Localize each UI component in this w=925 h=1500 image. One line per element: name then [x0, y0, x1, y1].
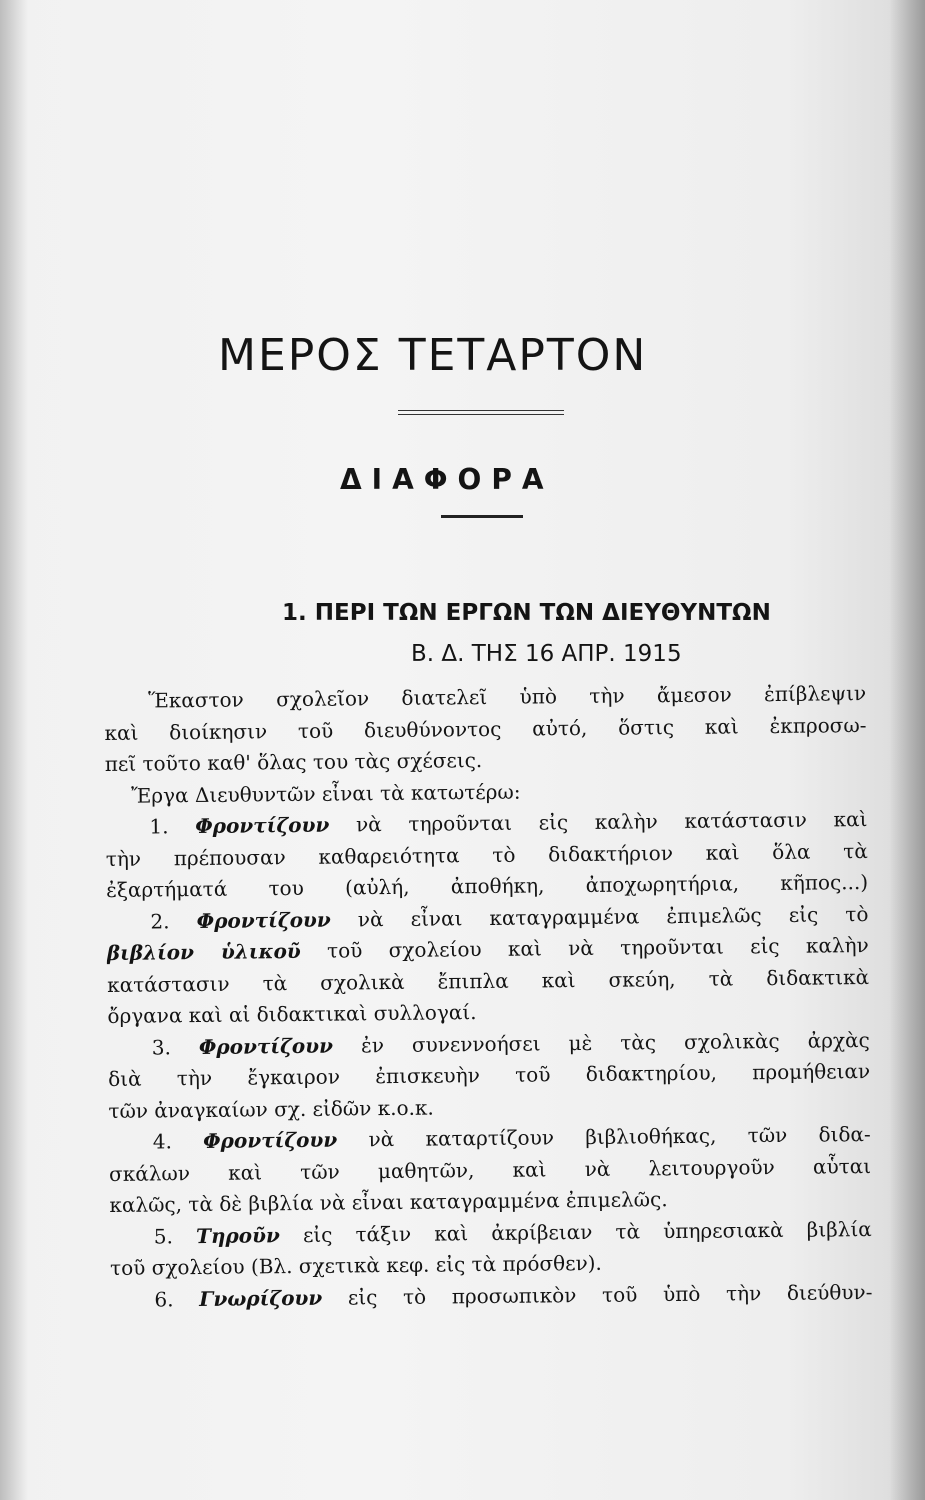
- body-text: [104, 678, 873, 1316]
- duty-text: νὰ εἶναι καταγραμμένα ἐπιμελῶς εἰς τὸ: [357, 901, 869, 931]
- duty-text: νὰ τηροῦνται εἰς καλὴν κατάστασιν καὶ: [355, 807, 868, 837]
- section-title: ΔΙΑΦΟΡΑ: [340, 463, 554, 496]
- duty-3-line-3: τῶν ἀναγκαίων σχ. εἰδῶν κ.ο.κ.: [108, 1095, 434, 1123]
- duty-verb: Γνωρίζουν: [199, 1285, 323, 1311]
- intro-line: καὶ διοίκησιν τοῦ διευθύνοντος αὐτό, ὅστις καὶ ἐκπροσω-: [104, 712, 867, 745]
- duty-text: εἰς τὸ προσωπικὸν τοῦ ὑπὸ τὴν διεύθυν-: [347, 1279, 873, 1309]
- double-divider: [398, 410, 564, 415]
- chapter-title: 1. ΠΕΡΙ ΤΩΝ ΕΡΓΩΝ ΤΩΝ ΔΙΕΥΘΥΝΤΩΝ: [282, 600, 771, 626]
- duty-verb: Φροντίζουν: [196, 907, 331, 933]
- duty-number: 2.: [150, 908, 170, 934]
- page-shadow-right: [889, 0, 925, 1500]
- duty-number: 4.: [152, 1129, 172, 1154]
- duty-verb: Φροντίζουν: [195, 812, 330, 839]
- intro-line: Ἔργα Διευθυντῶν εἶναι τὰ κατωτέρω:: [131, 779, 521, 808]
- duty-text: τοῦ σχολείου καὶ νὰ τηροῦνται εἰς καλὴν: [326, 933, 869, 963]
- duty-text: νὰ καταρτίζουν βιβλιοθήκας, τῶν διδα-: [368, 1121, 871, 1152]
- duty-verb: Τηροῦν: [195, 1222, 280, 1248]
- duty-text: ἐν συνεννοήσει μὲ τὰς σχολικὰς ἀρχὰς: [360, 1027, 870, 1057]
- intro-line: πεῖ τοῦτο καθ' ὅλας του τὰς σχέσεις.: [104, 748, 483, 776]
- duty-emphasis: βιβλίον ὑλικοῦ: [106, 938, 301, 965]
- duty-number: 3.: [151, 1034, 172, 1060]
- duty-verb: Φροντίζουν: [203, 1127, 338, 1153]
- intro-line: Ἕκαστον σχολεῖον διατελεῖ ὑπὸ τὴν ἄμεσον ἐπίβλεψιν: [148, 681, 867, 713]
- duty-2-line-3: κατάστασιν τὰ σχολικὰ ἔπιπλα καὶ σκεύη, τὰ διδακτικὰ: [107, 964, 870, 997]
- duty-number: 5.: [153, 1223, 173, 1249]
- duty-number: 1.: [149, 814, 169, 839]
- chapter-reference: Β. Δ. ΤΗΣ 16 ΑΠΡ. 1915: [411, 641, 682, 667]
- duty-2-line-4: ὄργανα καὶ αἱ διδακτικαὶ συλλογαί.: [107, 1000, 477, 1028]
- duty-4-line-3: καλῶς, τὰ δὲ βιβλία νὰ εἶναι καταγραμμένα ἐπιμελῶς.: [109, 1187, 668, 1217]
- page-shadow-left: [0, 0, 28, 1500]
- duty-5-line-2: τοῦ σχολείου (Βλ. σχετικὰ κεφ. εἰς τὰ πρόσθεν).: [109, 1250, 602, 1280]
- duty-1-line-3: ἐξαρτήματά του (αὐλή, ἀποθήκη, ἀποχωρητήρια, κῆπος...): [106, 870, 869, 902]
- part-title: ΜΕΡΟΣ ΤΕΤΑΡΤΟΝ: [218, 330, 648, 381]
- short-divider: [441, 515, 523, 518]
- duty-1-line-2: τὴν πρέπουσαν καθαρειότητα τὸ διδακτήριον καὶ ὅλα τὰ: [105, 838, 868, 871]
- duty-4-line-2: σκάλων καὶ τῶν μαθητῶν, καὶ νὰ λειτουργοῦν αὗται: [108, 1153, 872, 1186]
- duty-number: 6.: [154, 1286, 174, 1312]
- duty-verb: Φροντίζουν: [198, 1033, 334, 1059]
- duty-3-line-2: διὰ τὴν ἔγκαιρον ἐπισκευὴν τοῦ διδακτηρίου, προμήθειαν: [107, 1058, 871, 1091]
- duty-text: εἰς τάξιν καὶ ἀκρίβειαν τὰ ὑπηρεσιακὰ βιβλία: [302, 1216, 872, 1247]
